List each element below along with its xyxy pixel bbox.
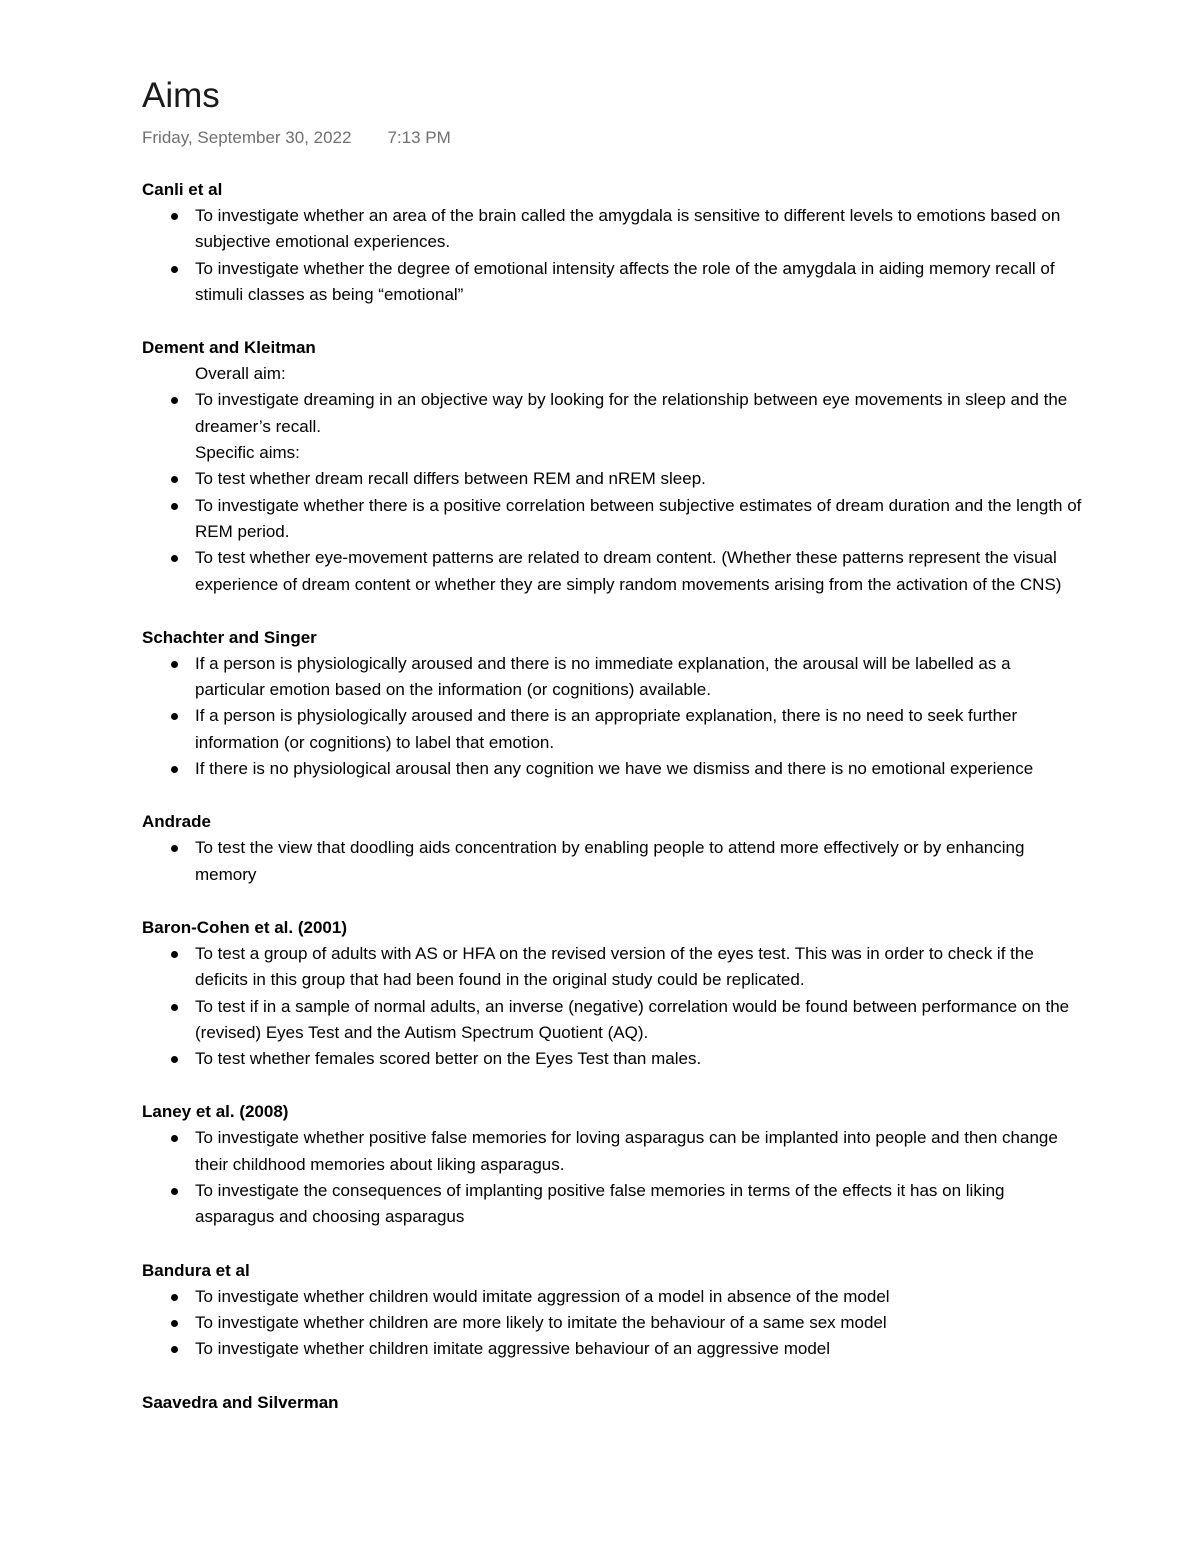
list-item-text: To test whether dream recall differs between REM and nREM sleep. <box>195 469 706 489</box>
list-item <box>142 256 1082 309</box>
sections-container <box>142 177 1082 1416</box>
list-item-text: To investigate dreaming in an objective way by looking for the relationship between eye movements in sleep and the dreamer’s recall. <box>195 390 1068 436</box>
list-item <box>142 941 1082 994</box>
aims-list <box>142 1284 1082 1363</box>
section-heading: Baron-Cohen et al. (2001) <box>142 917 347 937</box>
section-heading: Dement and Kleitman <box>142 338 316 358</box>
bullet-icon <box>171 713 178 720</box>
bullet-icon <box>171 1320 178 1327</box>
list-item <box>142 387 1082 440</box>
list-item <box>142 1125 1082 1178</box>
list-item-text: To test whether females scored better on the Eyes Test than males. <box>195 1049 702 1069</box>
list-item <box>142 545 1082 598</box>
list-item-text: If a person is physiologically aroused and there is no immediate explanation, the arousal will be labelled as a particular emotion based on the information (or cognitions) available. <box>195 653 1011 700</box>
bullet-icon <box>171 266 178 273</box>
bullet-icon <box>171 1294 178 1301</box>
sub-label: Overall aim: <box>195 364 286 384</box>
page-date: Friday, September 30, 2022 <box>142 128 352 147</box>
section <box>142 915 1082 1072</box>
list-item-text: To test whether eye-movement patterns are related to dream content. (Whether these patterns represent the visual experience of dream content or whether they are simply random movements arising from the activation of the CNS) <box>195 548 1062 594</box>
list-item-text: To investigate the consequences of implanting positive false memories in terms of the effects it has on liking asparagus and choosing asparagus <box>195 1181 1005 1227</box>
bullet-icon <box>171 661 178 668</box>
aims-list <box>142 466 1082 597</box>
list-item <box>142 1310 1082 1336</box>
aims-list <box>142 835 1082 888</box>
section-heading: Laney et al. (2008) <box>142 1102 289 1122</box>
aims-list <box>142 941 1082 1072</box>
list-item <box>142 994 1082 1047</box>
list-item <box>142 651 1082 704</box>
section-heading: Andrade <box>142 812 211 832</box>
bullet-icon <box>171 1346 178 1353</box>
list-item-text: To test if in a sample of normal adults, an inverse (negative) correlation would be found between performance on the (revised) Eyes Test and the Autism Spectrum Quotient (AQ). <box>195 996 1070 1042</box>
bullet-icon <box>171 503 178 510</box>
page-title: Aims <box>142 76 220 115</box>
bullet-icon <box>171 555 178 562</box>
list-item <box>142 1178 1082 1231</box>
bullet-icon <box>171 213 178 220</box>
list-item <box>142 203 1082 256</box>
list-item <box>142 703 1082 756</box>
list-item-text: To investigate whether the degree of emotional intensity affects the role of the amygdala in aiding memory recall of stimuli classes as being “emotional” <box>195 258 1055 304</box>
list-item-text: To test the view that doodling aids concentration by enabling people to attend more effectively or by enhancing memory <box>195 838 1025 884</box>
section-heading: Bandura et al <box>142 1260 250 1280</box>
page-metadata <box>142 128 1082 148</box>
list-item-text: To investigate whether positive false memories for loving asparagus can be implanted into people and then change their childhood memories about liking asparagus. <box>195 1128 1058 1174</box>
list-item-text: To investigate whether children are more likely to imitate the behaviour of a same sex model <box>195 1312 887 1332</box>
section <box>142 177 1082 308</box>
list-item-text: To investigate whether children would imitate aggression of a model in absence of the model <box>195 1286 890 1306</box>
section <box>142 335 1082 598</box>
list-item <box>142 835 1082 888</box>
list-item-text: To investigate whether an area of the brain called the amygdala is sensitive to different levels to emotions based on subjective emotional experiences. <box>195 206 1061 252</box>
section-heading: Schachter and Singer <box>142 627 317 647</box>
list-item-text: If there is no physiological arousal then any cognition we have we dismiss and there is no emotional experience <box>195 759 1034 779</box>
bullet-icon <box>171 1004 178 1011</box>
list-item <box>142 1336 1082 1362</box>
section-heading: Canli et al <box>142 180 223 199</box>
section <box>142 1390 1082 1416</box>
section <box>142 1099 1082 1230</box>
page-time: 7:13 PM <box>387 128 451 147</box>
list-item <box>142 493 1082 546</box>
bullet-icon <box>171 1188 178 1195</box>
note-page <box>142 72 1082 1443</box>
bullet-icon <box>171 1135 178 1142</box>
aims-list <box>142 1125 1082 1230</box>
list-item-text: To investigate whether children imitate aggressive behaviour of an aggressive model <box>195 1339 831 1359</box>
list-item <box>142 1046 1082 1072</box>
bullet-icon <box>171 766 178 773</box>
list-item <box>142 1284 1082 1310</box>
aims-list <box>142 651 1082 782</box>
sub-label: Specific aims: <box>195 443 300 463</box>
aims-list <box>142 387 1082 440</box>
bullet-icon <box>171 397 178 404</box>
list-item <box>142 756 1082 782</box>
bullet-icon <box>171 951 178 958</box>
section <box>142 625 1082 782</box>
list-item-text: To investigate whether there is a positive correlation between subjective estimates of dream duration and the length of REM period. <box>195 495 1082 541</box>
list-item <box>142 466 1082 492</box>
bullet-icon <box>171 845 178 852</box>
section <box>142 809 1082 888</box>
list-item-text: If a person is physiologically aroused and there is an appropriate explanation, there is no need to seek further information (or cognitions) to label that emotion. <box>195 706 1018 752</box>
section-heading: Saavedra and Silverman <box>142 1392 339 1412</box>
aims-list <box>142 203 1082 308</box>
bullet-icon <box>171 476 178 483</box>
bullet-icon <box>171 1056 178 1063</box>
list-item-text: To test a group of adults with AS or HFA on the revised version of the eyes test. This was in order to check if the deficits in this group that had been found in the original study could be replicated. <box>195 943 1034 990</box>
section <box>142 1258 1082 1363</box>
